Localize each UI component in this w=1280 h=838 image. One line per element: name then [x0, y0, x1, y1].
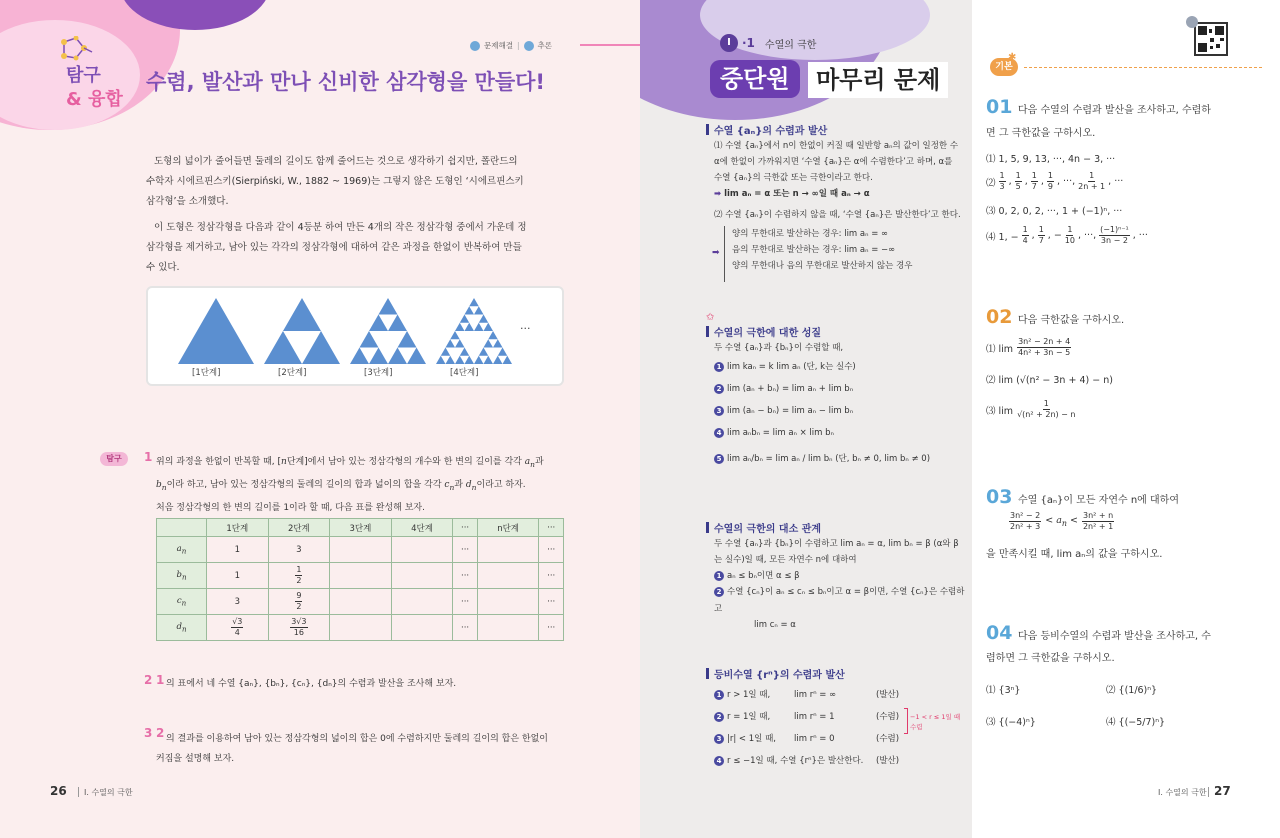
method-paragraph: [146, 218, 566, 278]
para-line: 이 도형은 정삼각형을 다음과 같이 4등분 하여 만든 4개의 작은 정삼각형 중에서 가운데 정: [154, 222, 527, 233]
table-cell: [477, 563, 539, 589]
table-cell: ···: [453, 537, 478, 563]
s2-item: 2 lim (aₙ + bₙ) = lim aₙ + lim bₙ: [714, 378, 964, 400]
q1-text: 단계]에서 남아 있는 정삼각형의 개수와 한 변의 길이를 각각: [286, 457, 522, 467]
section-title: 등비수열 {rⁿ}의 수렴과 발산: [706, 666, 845, 681]
s3-line: 1 aₙ ≤ bₙ이면 α ≤ β: [714, 568, 966, 584]
unit-title: 수열의 극한: [764, 39, 817, 51]
table-cell: [391, 589, 453, 615]
s1-case: 음의 무한대로 발산하는 경우: lim aₙ = −∞: [732, 245, 896, 256]
sub-problem: ⑴ 1, 5, 9, 13, ···, 4n − 3, ···: [986, 154, 1116, 165]
table-cell: ···: [453, 563, 478, 589]
table-cell: ···: [539, 589, 564, 615]
problem-solving-icon: [470, 41, 480, 51]
problem-number: 04: [986, 622, 1013, 644]
q1-text: 이라고 하자.: [476, 479, 526, 490]
question-number: 3: [144, 726, 153, 740]
problem-number: 03: [986, 486, 1013, 508]
table-row: [157, 537, 564, 563]
table-row: [157, 589, 564, 615]
table-header: 4단계: [391, 519, 453, 537]
sub-problem: ⑶ 0, 2, 0, 2, ···, 1 + (−1)ⁿ, ···: [986, 206, 1123, 217]
table-cell: $\frac{3√3}{16}$: [268, 615, 330, 641]
footer-divider: [1208, 787, 1209, 797]
s4-row: 1 r > 1일 때, lim rⁿ = ∞ (발산): [714, 684, 964, 706]
continuation-dots: ···: [520, 322, 531, 335]
table-cell: $\frac{√3}{4}$: [207, 615, 269, 641]
sparkle-icon: ✱: [1008, 52, 1017, 63]
qr-pattern: [1196, 24, 1226, 54]
tag-label: 문제해결: [484, 41, 513, 50]
q3-line: 의 결과를 이용하여 남아 있는 정삼각형의 넓이의 합은 0에 수렴하지만 둘레의 길이의 합은 한없이: [166, 734, 548, 744]
sub-problem: ⑵ lim (√(n² − 3n + 4) − n): [986, 375, 1113, 386]
magnifier-icon: [1186, 16, 1198, 28]
sub-problem: ⑴ {3ⁿ}: [986, 685, 1021, 696]
table-header: ···: [453, 519, 478, 537]
inequality: $\frac{\text{3n² − 2}}{\text{2n² + 3}}$ < $a_n$ < $\frac{\text{3n² + n}}{\text{2n² + 1}}$: [1010, 511, 1114, 531]
table-row: [157, 563, 564, 589]
sub-problem: ⑵ $\frac{1}{3}$ , $\frac{1}{5}$ , $\frac{1}{7}$ , $\frac{1}{9}$ , ···, $\frac{1}{2n + 1}$ , ···: [986, 171, 1124, 191]
problem-text: 다음 극한값을 구하시오.: [1018, 315, 1125, 326]
page-number: 27: [1214, 784, 1231, 798]
skill-tags: [470, 40, 552, 51]
sierpinski-figure-box: [146, 286, 564, 386]
table-cell: [391, 615, 453, 641]
unit-number-badge: Ⅰ: [720, 34, 738, 52]
row-head: $c_n$: [157, 589, 207, 615]
problem-number: 02: [986, 306, 1013, 328]
footer-chapter: Ⅰ. 수열의 극한: [84, 788, 133, 797]
table-cell: [330, 537, 392, 563]
explore-tag: 탐구: [100, 452, 128, 466]
table-cell: 1: [207, 537, 269, 563]
stage-label: [4단계]: [450, 368, 479, 378]
table-cell: [330, 615, 392, 641]
s2-item: 4 lim aₙbₙ = lim aₙ × lim bₙ: [714, 422, 964, 444]
table-cell: $\frac{9}{2}$: [268, 589, 330, 615]
para-line: 도형의 넓이가 줄어들면 둘레의 길이도 함께 줄어드는 것으로 생각하기 쉽지만, 폴란드의: [154, 156, 518, 167]
sub-problem: ⑶ lim $\frac{1}{\text{√(n² + 2n) − n}}$: [986, 399, 1076, 419]
sub-problem: ⑷ 1, − $\frac{1}{4}$ , $\frac{1}{7}$ , − $\frac{1}{10}$ , ···, $\frac{\text{(−1)ⁿ⁻¹}}{3n - 2}$ , ···: [986, 225, 1148, 245]
q1-text: 처음 정삼각형의 한 변의 길이를 1이라 할 때, 다음 표를 완성해 보자.: [156, 502, 425, 513]
table-header: ···: [539, 519, 564, 537]
table-header: 1단계: [207, 519, 269, 537]
table-cell: [477, 615, 539, 641]
section-2-body: [714, 340, 964, 474]
s1-case: 양의 무한대나 음의 무한대로 발산하지 않는 경우: [732, 261, 913, 272]
s4-row: 3 |r| < 1일 때, lim rⁿ = 0 (수렴): [714, 728, 964, 750]
section-3-body: [714, 536, 966, 633]
problem-text: 수열 {aₙ}이 모든 자연수 n에 대하여: [1018, 495, 1179, 506]
unit-header: [720, 34, 816, 52]
s3-line: 두 수열 {aₙ}과 {bₙ}이 수렴하고 lim aₙ = α, lim bₙ = β (α와 β: [714, 539, 959, 549]
convergence-note: −1 < r ≤ 1일 때 수렴: [910, 713, 961, 731]
tag-separator: |: [516, 41, 520, 50]
stage-label: [3단계]: [364, 368, 393, 378]
divergence-cases: [732, 226, 962, 274]
table-row: [157, 615, 564, 641]
s1-line: α에 한없이 가까워지면 ‘수열 {aₙ}은 α에 수렴한다’고 하며, α를: [714, 157, 953, 168]
question-number: 1: [144, 450, 153, 464]
question-number: 2: [144, 673, 153, 687]
section-title: 수열의 극한의 대소 관계: [706, 520, 821, 535]
s3-line: 는 실수)일 때, 모든 자연수 n에 대하여: [714, 555, 857, 566]
question-2-text: 의 표에서 네 수열 {aₙ}, {bₙ}, {cₙ}, {dₙ}의 수렴과 발산을 조사해 보자.: [166, 679, 457, 689]
para-line: 삼각형을 제거하고, 남아 있는 각각의 정삼각형에 대하여 같은 과정을 한없이 반복하여 만들: [146, 242, 522, 253]
table-cell: [330, 589, 392, 615]
page-title: 수렴, 발산과 만나 신비한 삼각형을 만들다!: [146, 70, 545, 94]
table-cell: 1: [207, 563, 269, 589]
question-ref: 2: [156, 726, 165, 740]
q1-var: n: [281, 457, 287, 467]
dashed-rule: [1024, 67, 1262, 68]
sub-problem: ⑵ {(1/6)ⁿ}: [1106, 685, 1158, 696]
sub-problem: ⑴ lim $\frac{\text{3n² − 2n + 4}}{\text{4n² + 3n − 5}}$: [986, 337, 1071, 357]
table-cell: [391, 563, 453, 589]
arrow-icon: ➡: [712, 248, 720, 258]
problem-text: 렴하면 그 극한값을 구하시오.: [986, 653, 1115, 664]
s1-line: 수열 {aₙ}의 극한값 또는 극한이라고 한다.: [714, 173, 873, 184]
table-header: [157, 519, 207, 537]
problem-text: 다음 등비수열의 수렴과 발산을 조사하고, 수: [1018, 631, 1211, 642]
problems-page: [972, 0, 1280, 838]
table-cell: [330, 563, 392, 589]
intro-paragraph: [146, 152, 566, 212]
page-number: 26: [50, 784, 67, 798]
s4-row: 2 r = 1일 때, lim rⁿ = 1 (수렴): [714, 706, 964, 728]
table-header: 3단계: [330, 519, 392, 537]
table-cell: [477, 537, 539, 563]
para-line: 삼각형’을 소개했다.: [146, 196, 229, 207]
summary-title-a: 중단원: [710, 60, 800, 98]
para-line: 수학자 시에르핀스키(Sierpiński, W., 1882 ~ 1969)는 그렇지 않은 도형인 ‘시에르핀스키: [146, 176, 524, 187]
table-cell: ···: [539, 563, 564, 589]
question-3-text: [156, 729, 576, 769]
q1-text: 위의 과정을 한없이 반복할 때, [: [156, 457, 282, 467]
table-cell: ···: [453, 615, 478, 641]
star-icon: ✩: [706, 312, 715, 323]
footer-chapter: Ⅰ. 수열의 극한: [1158, 788, 1207, 797]
s2-item: 5 lim aₙ/bₙ = lim aₙ / lim bₙ (단, bₙ ≠ 0, lim bₙ ≠ 0): [714, 444, 964, 474]
table-cell: 3: [207, 589, 269, 615]
s2-intro: 두 수열 {aₙ}과 {bₙ}이 수렴할 때,: [714, 343, 844, 353]
section-1-body: [714, 138, 964, 223]
table-header: n단계: [477, 519, 539, 537]
s3-line: lim cₙ = α: [754, 619, 796, 630]
badge-bottom: & 융합: [66, 89, 123, 110]
explore-table: [156, 518, 564, 641]
bracket: [724, 226, 726, 282]
unit-sub: ·1: [742, 36, 755, 50]
table-header: 2단계: [268, 519, 330, 537]
question-1-text: 위의 과정을 한없이 반복할 때, [n단계]에서 남아 있는 정삼각형의 개수와 한 변의 길이를 각각 $a_n$과 $b_n$이라 하고, 남아 있는 정삼각형의 둘레의 길이의 합과 넓이의 합을 각각 $c_n$과 $d_n$이라고 하자. 처음 정삼각형의 한 변의 길이를 1이라 할 때, 다음 표를 완성해 보자.: [156, 452, 568, 518]
section-title: 수열의 극한에 대한 성질: [706, 324, 821, 339]
table-cell: $\frac{1}{2}$: [268, 563, 330, 589]
s3-line: 2 수열 {cₙ}이 aₙ ≤ cₙ ≤ bₙ이고 α = β이면, 수열 {cₙ}은 수렴하고: [714, 587, 965, 614]
table-cell: 3: [268, 537, 330, 563]
problem-text: 을 만족시킬 때, lim aₙ의 값을 구하시오.: [986, 549, 1163, 560]
problem-number: 01: [986, 96, 1013, 118]
qr-code-icon[interactable]: [1194, 22, 1228, 56]
badge-top: 탐구: [66, 65, 101, 86]
sub-problem: ⑷ {(−5/7)ⁿ}: [1106, 717, 1166, 728]
reasoning-icon: [524, 41, 534, 51]
row-head: $b_n$: [157, 563, 207, 589]
s2-item: 1 lim kaₙ = k lim aₙ (단, k는 실수): [714, 356, 964, 378]
s4-row: 4 r ≤ −1일 때, 수열 {rⁿ}은 발산한다. (발산): [714, 750, 964, 772]
header-rule: [580, 44, 640, 46]
q1-text: 이라 하고, 남아 있는 정삼각형의 둘레의 길이의 합과 넓이의 합을 각각: [166, 479, 442, 490]
s1-line: ➡ lim aₙ = α 또는 n → ∞일 때 aₙ → α: [714, 189, 870, 200]
summary-title-b: 마무리 문제: [808, 62, 948, 98]
summary-page: [640, 0, 972, 838]
footer-divider: [78, 787, 79, 797]
sub-problem: ⑶ {(−4)ⁿ}: [986, 717, 1036, 728]
basic-level-badge: 기본: [990, 58, 1018, 76]
table-cell: ···: [539, 615, 564, 641]
para-line: 수 있다.: [146, 262, 180, 273]
stage-label: [1단계]: [192, 368, 221, 378]
tag-label: 추론: [537, 41, 553, 50]
question-ref: 1: [156, 673, 165, 687]
table-header-row: [157, 519, 564, 537]
bracket: [904, 708, 908, 734]
problem-text: 면 그 극한값을 구하시오.: [986, 128, 1096, 139]
s1-line: ⑴ 수열 {aₙ}에서 n이 한없이 커질 때 일반항 aₙ의 값이 일정한 수: [714, 141, 959, 151]
s2-item: 3 lim (aₙ − bₙ) = lim aₙ − lim bₙ: [714, 400, 964, 422]
table-cell: [477, 589, 539, 615]
table-cell: ···: [453, 589, 478, 615]
s1-case: 양의 무한대로 발산하는 경우: lim aₙ = ∞: [732, 229, 889, 239]
q3-line: 커짐을 설명해 보자.: [156, 754, 235, 764]
problem-text: 다음 수열의 수렴과 발산을 조사하고, 수렴하: [1018, 105, 1211, 116]
table-cell: ···: [539, 537, 564, 563]
s1-line: ⑵ 수열 {aₙ}이 수렴하지 않을 때, ‘수열 {aₙ}은 발산한다’고 한다.: [714, 209, 961, 220]
row-head: $a_n$: [157, 537, 207, 563]
stage-label: [2단계]: [278, 368, 307, 378]
row-head: $d_n$: [157, 615, 207, 641]
table-cell: [391, 537, 453, 563]
section-title: 수열 {aₙ}의 수렴과 발산: [706, 122, 827, 137]
explore-fusion-badge: [66, 64, 123, 112]
